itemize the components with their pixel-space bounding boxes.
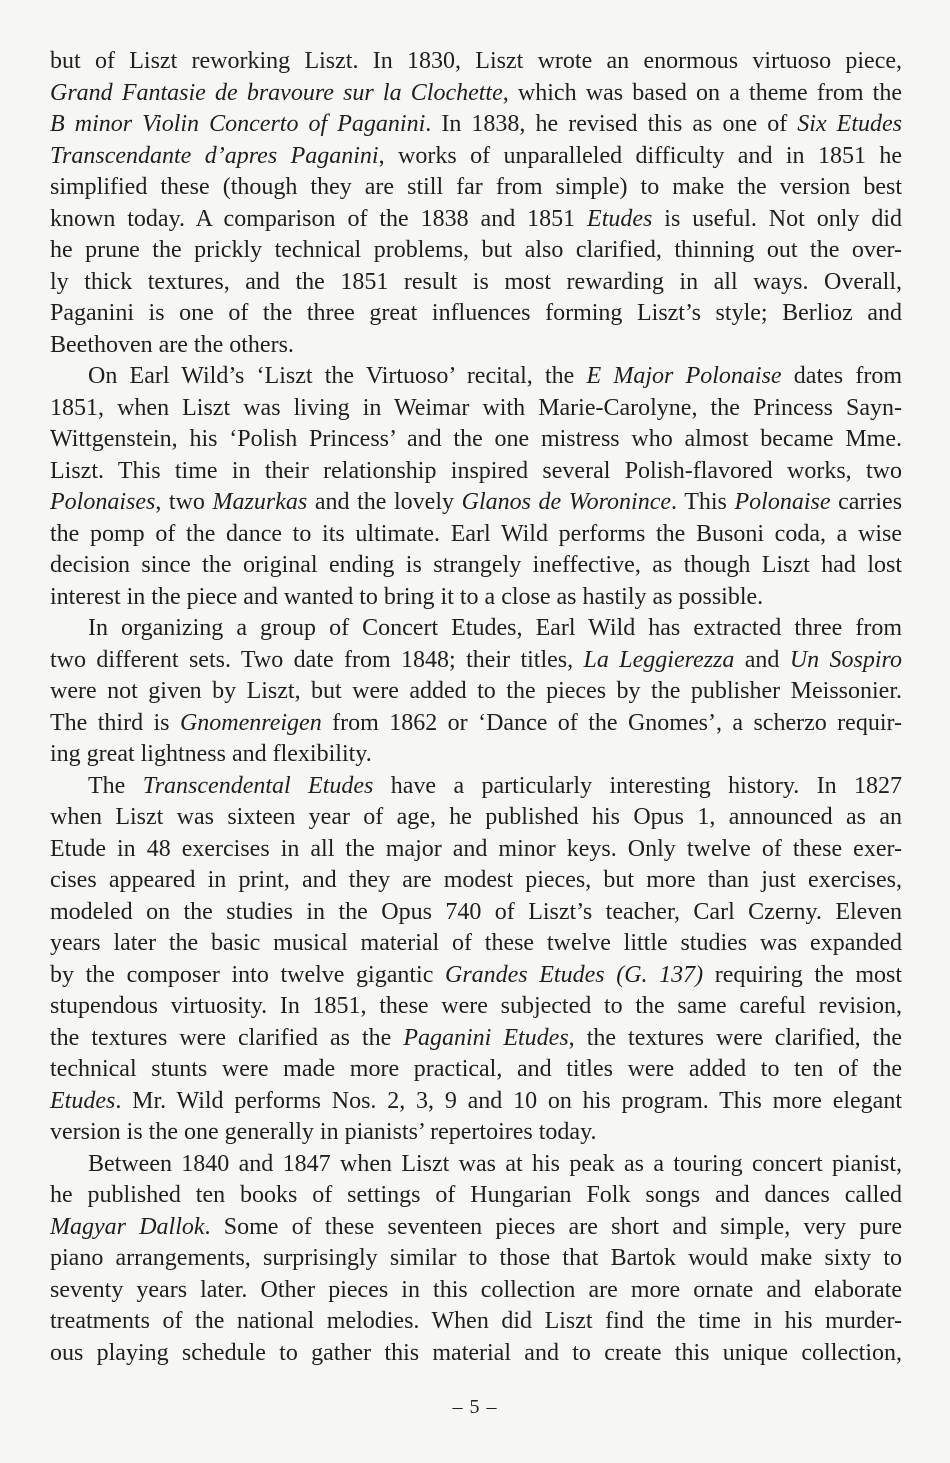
text-run: cises appeared in print, and they are modest pieces, but more than just exercises,	[50, 867, 902, 893]
text-run: seventy years later. Other pieces in this collection are more ornate and elaborate	[50, 1276, 902, 1303]
italic-text-run: Polonaises	[50, 489, 156, 515]
text-run: In organizing a group of Concert Etudes, Earl Wild has extracted three from	[88, 615, 902, 641]
text-line	[50, 78, 902, 110]
text-run: The	[88, 772, 143, 799]
text-run: 1851, when Liszt was living in Weimar with Marie-Carolyne, the Princess Sayn-	[50, 394, 902, 421]
text-line	[50, 1054, 902, 1086]
text-line	[50, 298, 902, 330]
text-line	[50, 1180, 902, 1212]
text-run: treatments of the national melodies. When did Liszt find the time in his murder-	[50, 1308, 902, 1334]
text-line	[50, 267, 902, 299]
italic-text-run: Mazurkas	[212, 489, 308, 515]
text-run: On Earl Wild’s ‘Liszt the Virtuoso’ recital, the	[88, 363, 587, 389]
text-run: piano arrangements, surprisingly similar to those that Bartok would make sixty to	[50, 1245, 902, 1271]
text-run: Wittgenstein, his ‘Polish Princess’ and the one mistress who almost became Mme.	[50, 426, 902, 452]
italic-text-run: Polonaise	[734, 489, 831, 515]
text-run: Between 1840 and 1847 when Liszt was at his peak as a touring concert pianist,	[88, 1150, 902, 1177]
text-line	[50, 46, 902, 78]
text-run: when Liszt was sixteen year of age, he published his Opus 1, announced as an	[50, 804, 902, 830]
text-line	[50, 204, 902, 236]
text-line	[50, 960, 902, 992]
text-run: Etude in 48 exercises in all the major and minor keys. Only twelve of these exer-	[50, 835, 902, 862]
text-line	[50, 739, 902, 771]
italic-text-run: Paganini Etudes	[403, 1024, 569, 1051]
text-run: years later the basic musical material of these twelve little studies was expanded	[50, 930, 902, 956]
text-line	[50, 1212, 902, 1244]
page-body	[50, 46, 902, 1369]
text-run: simplified these (though they are still far from simple) to make the version best	[50, 174, 902, 200]
text-line	[50, 172, 902, 204]
text-line	[50, 865, 902, 897]
text-run: the pomp of the dance to its ultimate. Earl Wild performs the Busoni coda, a wise	[50, 520, 902, 547]
text-line	[50, 802, 902, 834]
italic-text-run: Etudes	[50, 1087, 116, 1114]
text-run: . In 1838, he revised this as one of	[425, 111, 798, 137]
text-line	[50, 645, 902, 677]
text-line	[50, 456, 902, 488]
text-line	[50, 550, 902, 582]
text-run: ing great lightness and flexibility.	[50, 741, 372, 767]
text-run: , works of unparalleled difficulty and in 1851 he	[378, 142, 903, 169]
text-run: stupendous virtuosity. In 1851, these were subjected to the same careful revision,	[50, 993, 902, 1019]
italic-text-run: Transcendental Etudes	[142, 772, 374, 799]
text-line	[50, 1275, 902, 1307]
italic-text-run: E Major Polonaise	[586, 363, 782, 389]
text-line	[50, 708, 902, 740]
italic-text-run: La Leggierezza	[583, 646, 735, 673]
text-line	[50, 1023, 902, 1055]
italic-text-run: B minor Violin Concerto of Paganini	[50, 111, 426, 137]
text-run: The third is	[50, 709, 180, 736]
text-line	[50, 613, 902, 645]
italic-text-run: Glanos de Woronince	[461, 489, 672, 515]
text-run: and	[734, 646, 790, 673]
text-run: have a particularly interesting history. In 1827	[373, 772, 902, 799]
text-run: from 1862 or ‘Dance of the Gnomes’, a scherzo requir-	[321, 709, 902, 736]
text-line	[50, 424, 902, 456]
text-run: Paganini is one of the three great influences forming Liszt’s style; Berlioz and	[50, 300, 902, 326]
italic-text-run: Gnomenreigen	[179, 709, 322, 736]
paragraph	[50, 46, 902, 361]
text-line	[50, 834, 902, 866]
text-run: interest in the piece and wanted to bring it to a close as hastily as possible.	[50, 583, 764, 610]
text-run: ly thick textures, and the 1851 result is most rewarding in all ways. Overall,	[50, 268, 902, 295]
text-run: by the composer into twelve gigantic	[50, 961, 445, 988]
text-run: , which was based on a theme from the	[502, 79, 902, 106]
italic-text-run: Six Etudes	[797, 111, 903, 137]
text-run: but of Liszt reworking Liszt. In 1830, Liszt wrote an enormous virtuoso piece,	[50, 48, 902, 74]
text-run: decision since the original ending is strangely ineffective, as though Liszt had lost	[50, 552, 902, 578]
text-run: version is the one generally in pianists’ repertoires today.	[50, 1119, 597, 1145]
text-run: were not given by Liszt, but were added to the pieces by the publisher Meissonier.	[50, 678, 902, 704]
text-line	[50, 1338, 902, 1370]
text-run: . This	[671, 489, 735, 515]
page-footer	[0, 1396, 950, 1419]
text-run: dates from	[781, 363, 902, 389]
paragraph	[50, 771, 902, 1149]
text-line	[50, 991, 902, 1023]
text-line	[50, 141, 902, 173]
text-line	[50, 1306, 902, 1338]
text-line	[50, 1117, 902, 1149]
text-line	[50, 487, 902, 519]
text-line	[50, 109, 902, 141]
page-number: – 5 –	[452, 1396, 498, 1418]
text-line	[50, 519, 902, 551]
paragraph	[50, 613, 902, 771]
text-line	[50, 361, 902, 393]
text-run: he published ten books of settings of Hungarian Folk songs and dances called	[50, 1182, 902, 1208]
text-run: he prune the prickly technical problems, but also clarified, thinning out the over-	[50, 237, 902, 263]
text-run: and the lovely	[307, 489, 462, 515]
text-line	[50, 235, 902, 267]
text-run: Beethoven are the others.	[50, 331, 294, 358]
text-run: known today. A comparison of the 1838 and 1851	[50, 205, 588, 232]
text-run: two different sets. Two date from 1848; their titles,	[50, 646, 584, 673]
text-line	[50, 1086, 902, 1118]
italic-text-run: Magyar Dallok	[50, 1213, 205, 1240]
text-line	[50, 330, 902, 362]
text-run: modeled on the studies in the Opus 740 of Liszt’s teacher, Carl Czerny. Eleven	[50, 898, 902, 925]
italic-text-run: Transcendante d’apres Paganini	[50, 142, 379, 169]
text-run: , two	[155, 489, 213, 515]
italic-text-run: Etudes	[587, 205, 653, 232]
text-run: . Some of these seventeen pieces are short and simple, very pure	[204, 1213, 902, 1240]
italic-text-run: Grandes Etudes (G. 137)	[444, 961, 704, 988]
text-line	[50, 393, 902, 425]
text-line	[50, 582, 902, 614]
text-run: requiring the most	[703, 961, 902, 988]
text-run: is useful. Not only did	[652, 205, 902, 232]
paragraph	[50, 1149, 902, 1370]
text-line	[50, 928, 902, 960]
text-line	[50, 897, 902, 929]
text-line	[50, 771, 902, 803]
text-run: Liszt. This time in their relationship inspired several Polish-flavored works, two	[50, 457, 902, 484]
text-line	[50, 1149, 902, 1181]
paragraph	[50, 361, 902, 613]
text-run: technical stunts were made more practical, and titles were added to ten of the	[50, 1056, 902, 1082]
italic-text-run: Grand Fantasie de bravoure sur la Clochette	[50, 79, 503, 106]
text-line	[50, 676, 902, 708]
text-run: carries	[830, 489, 903, 515]
text-run: the textures were clarified as the	[50, 1024, 404, 1051]
italic-text-run: Un Sospiro	[789, 646, 902, 673]
text-run: . Mr. Wild performs Nos. 2, 3, 9 and 10 on his program. This more elegant	[115, 1087, 902, 1114]
text-line	[50, 1243, 902, 1275]
text-run: ous playing schedule to gather this material and to create this unique collection,	[50, 1339, 902, 1366]
text-run: , the textures were clarified, the	[568, 1024, 902, 1051]
